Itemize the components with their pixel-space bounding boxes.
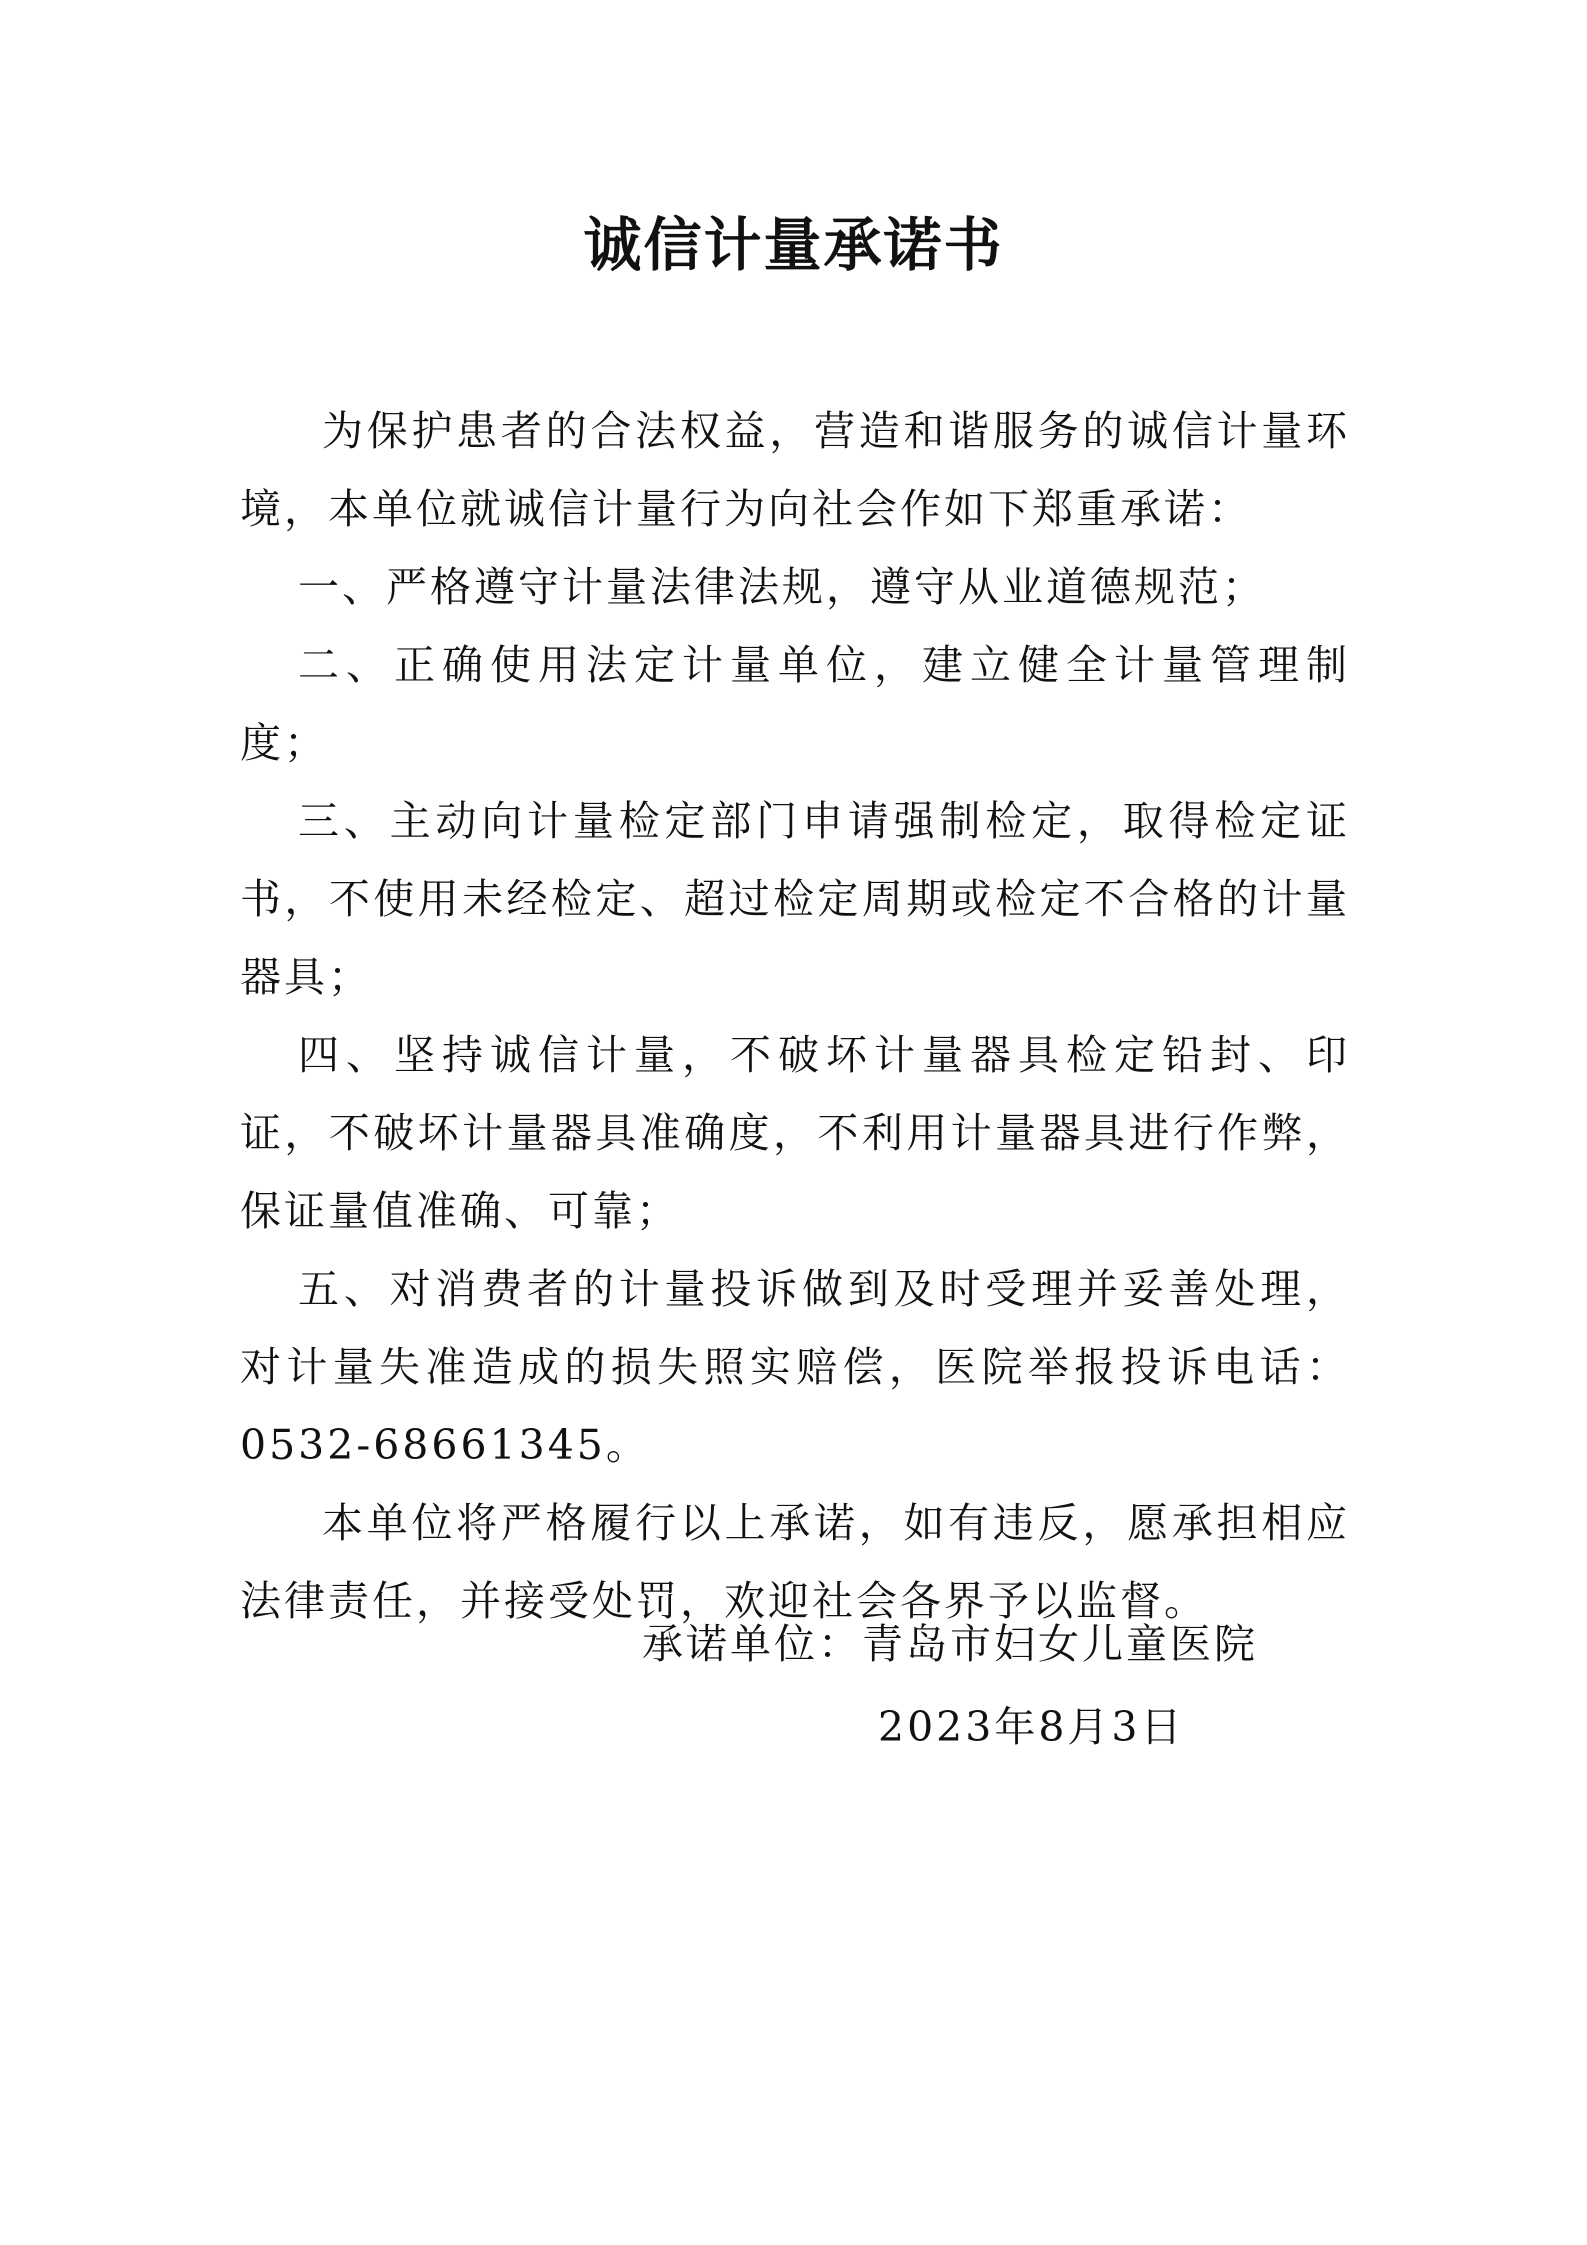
intro-paragraph: 为保护患者的合法权益，营造和谐服务的诚信计量环境，本单位就诚信计量行为向社会作如下郑重承诺： [240, 407, 1350, 533]
document-body [240, 392, 1350, 1640]
commitment-item-1: 一、严格遵守计量法律法规，遵守从业道德规范； [298, 563, 1266, 611]
signature-date: 2023年8月3日 [878, 1703, 1185, 1751]
page-title: 诚信计量承诺书 [583, 211, 1004, 279]
signature-unit: 承诺单位：青岛市妇女儿童医院 [642, 1620, 1258, 1668]
commitment-item-4: 四、坚持诚信计量，不破坏计量器具检定铅封、印证，不破坏计量器具准确度，不利用计量器具进行作弊，保证量值准确、可靠； [240, 1031, 1350, 1235]
commitment-item-3: 三、主动向计量检定部门申请强制检定，取得检定证书，不使用未经检定、超过检定周期或检定不合格的计量器具； [240, 797, 1350, 1001]
commitment-item-5: 五、对消费者的计量投诉做到及时受理并妥善处理，对计量失准造成的损失照实赔偿，医院举报投诉电话：0532-68661345。 [240, 1265, 1350, 1469]
closing-paragraph: 本单位将严格履行以上承诺，如有违反，愿承担相应法律责任，并接受处罚，欢迎社会各界予以监督。 [240, 1499, 1350, 1625]
commitment-item-2: 二、正确使用法定计量单位，建立健全计量管理制度； [240, 641, 1350, 767]
